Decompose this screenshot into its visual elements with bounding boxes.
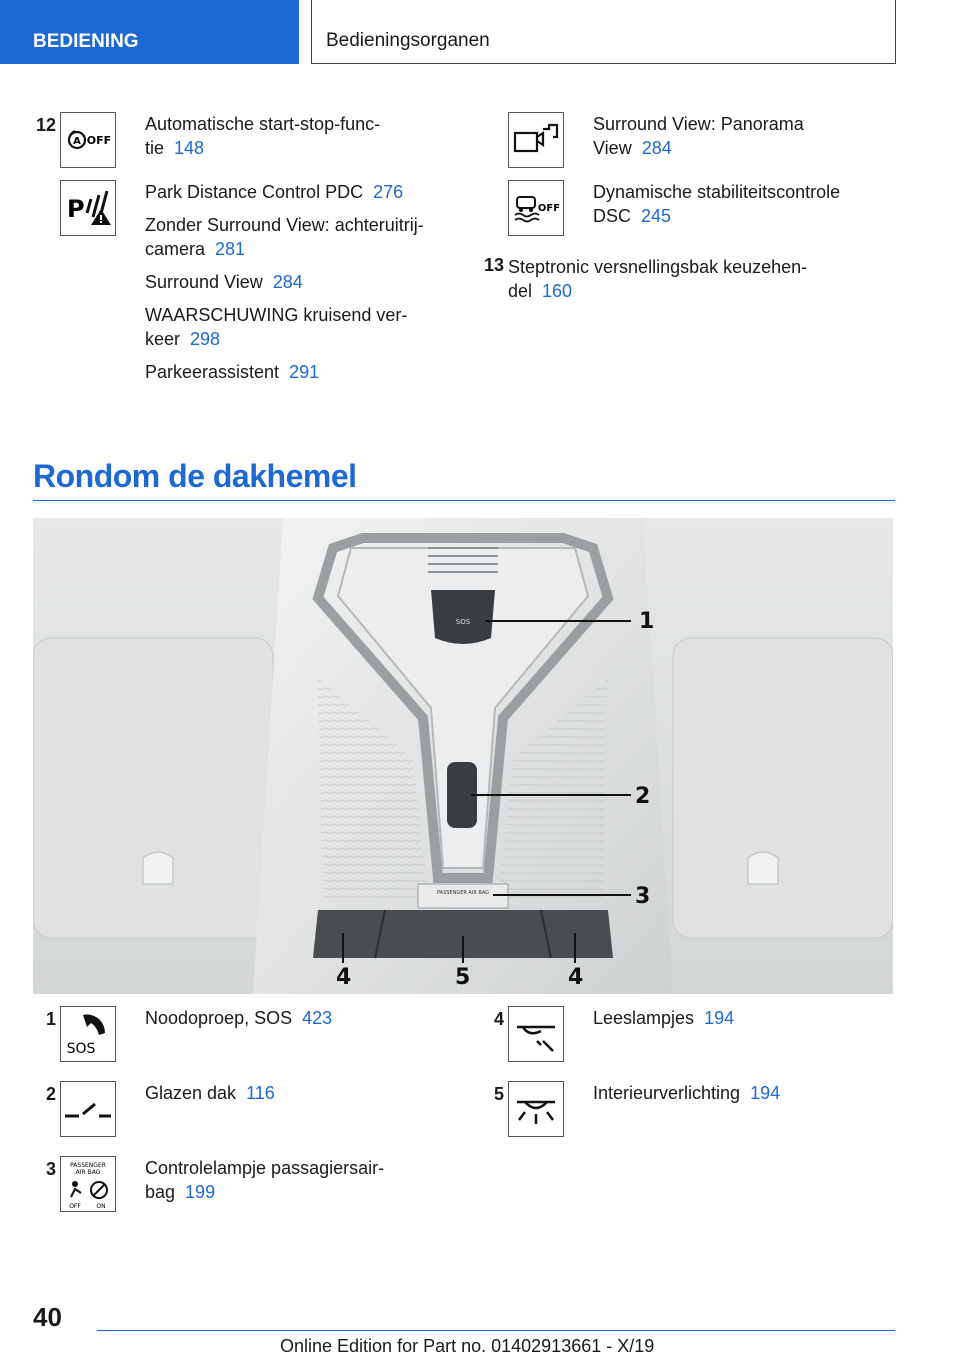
svg-text:PASSENGER: PASSENGER [70,1162,106,1169]
park-distance-control-icon [60,180,116,236]
section-title: Rondom de dakhemel [33,458,357,494]
item-12 [30,112,380,169]
item-text: camera [145,239,206,259]
legend-item-2 [30,1081,275,1137]
item-text: Glazen dak [145,1083,237,1103]
item-panorama-view [478,112,804,169]
item-text: Dynamische stabiliteitscontrole [593,182,841,202]
interior-light-icon [508,1081,564,1137]
item-number: 3 [45,1159,56,1179]
page-ref-link[interactable]: 199 [185,1182,216,1202]
item-text: DSC [593,206,632,226]
item-number: 13 [483,255,504,275]
auto-start-stop-off-icon [60,112,116,168]
dsc-off-icon [508,180,564,236]
roof-console-photo [33,518,893,994]
page-ref-link[interactable]: 284 [272,272,303,292]
item-dsc [478,180,840,237]
page-ref-link[interactable]: 423 [302,1008,333,1028]
item-text: View [593,138,632,158]
item-text: Park Distance Control PDC [145,182,364,202]
item-text: Controlelampje passagiersair- [145,1158,385,1178]
page-ref-link[interactable]: 298 [190,329,221,349]
svg-text:OFF: OFF [86,134,112,147]
panorama-view-icon [508,112,564,168]
svg-text:SOS: SOS [455,618,471,626]
item-text: Steptronic versnellingsbak keuzehen- [508,257,808,277]
svg-text:OFF: OFF [537,203,561,214]
item-number: 12 [35,115,56,135]
svg-text:PASSENGER AIR BAG: PASSENGER AIR BAG [436,890,490,896]
item-number: 4 [493,1009,504,1029]
reading-lamp-icon [508,1006,564,1062]
item-text: Surround View: Panorama [593,114,804,134]
sos-phone-icon [60,1006,116,1062]
svg-text:4: 4 [568,965,584,990]
chapter-tab: BEDIENING [0,0,299,64]
svg-text:5: 5 [455,965,471,990]
svg-text:SOS: SOS [66,1041,96,1057]
page-ref-link[interactable]: 194 [704,1008,735,1028]
svg-text:2: 2 [635,784,651,809]
svg-text:4: 4 [336,965,352,990]
item-text: bag [145,1182,176,1202]
svg-text:P: P [67,195,85,223]
item-text: tie [145,138,165,158]
item-text: del [508,281,533,301]
page-ref-link[interactable]: 148 [174,138,205,158]
page-ref-link[interactable]: 291 [289,362,320,382]
item-text: Zonder Surround View: achteruitrij- [145,215,424,235]
page-subtitle: Bedieningsorganen [311,0,896,64]
svg-text:A: A [73,136,81,147]
item-pdc [30,180,424,393]
item-number: 1 [45,1009,56,1029]
page-ref-link[interactable]: 284 [641,138,672,158]
page-number: 40 [33,1302,62,1332]
legend-item-3 [30,1156,384,1213]
item-text: Noodoproep, SOS [145,1008,293,1028]
item-number: 5 [493,1084,504,1104]
page-ref-link[interactable]: 276 [373,182,404,202]
item-number: 2 [45,1084,56,1104]
page-ref-link[interactable]: 245 [641,206,672,226]
page-ref-link[interactable]: 194 [750,1083,781,1103]
legend-item-1 [30,1006,332,1062]
glass-roof-icon [60,1081,116,1137]
item-text: Surround View [145,272,263,292]
legend-item-4 [478,1006,734,1062]
item-13 [478,255,807,303]
page-ref-link[interactable]: 160 [542,281,573,301]
passenger-airbag-icon [60,1156,116,1212]
page-ref-link[interactable]: 116 [246,1083,275,1103]
item-text: keer [145,329,181,349]
section-divider [33,500,895,501]
svg-text:1: 1 [639,609,655,634]
svg-text:ON: ON [96,1203,106,1210]
item-text: Leeslampjes [593,1008,695,1028]
svg-text:AIR BAG: AIR BAG [75,1169,101,1176]
item-text: Interieurverlichting [593,1083,741,1103]
item-text: WAARSCHUWING kruisend ver- [145,305,408,325]
svg-text:OFF: OFF [69,1203,81,1210]
svg-text:3: 3 [635,884,651,909]
item-text: Parkeerassistent [145,362,280,382]
page-ref-link[interactable]: 281 [215,239,246,259]
legend-item-5 [478,1081,780,1137]
footer-divider [97,1330,895,1331]
footer-edition: Online Edition for Part no. 01402913661 - X/19 [280,1336,655,1356]
item-text: Automatische start-stop-func- [145,114,381,134]
